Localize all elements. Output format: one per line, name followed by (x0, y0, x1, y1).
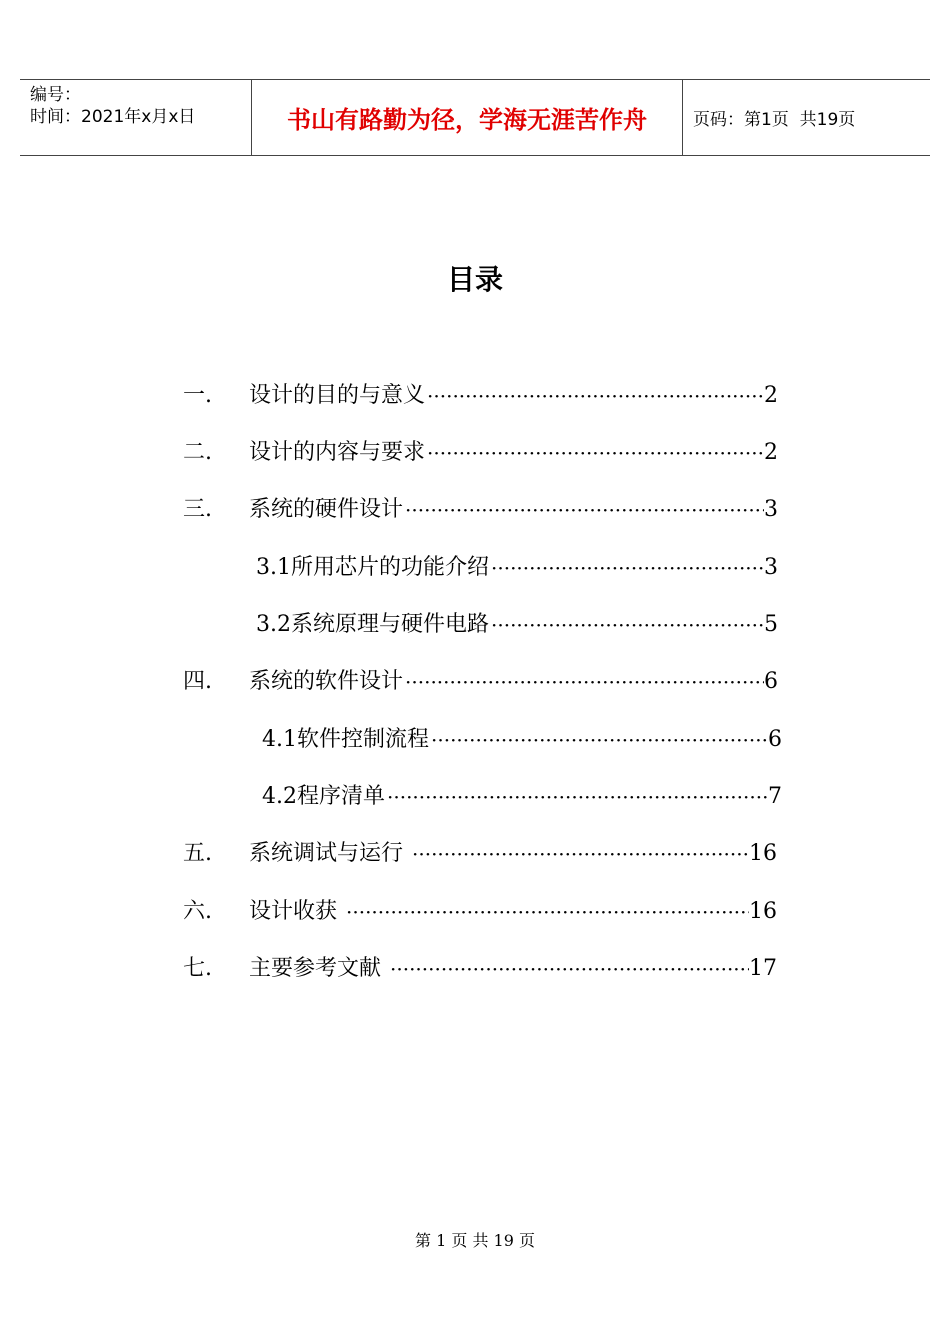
toc-page-number: 16 (749, 899, 777, 924)
toc-leader-dots (403, 666, 764, 698)
toc-page-number: 2 (764, 383, 778, 408)
motto-text: 书山有路勤为径，学海无涯苦作舟 (287, 105, 647, 134)
toc-entry[interactable] (256, 609, 778, 641)
toc-leader-dots (388, 953, 749, 985)
toc-number: 七. (183, 956, 212, 981)
toc-entry[interactable] (183, 666, 778, 698)
toc-label: 3.2系统原理与硬件电路 (256, 612, 489, 637)
toc-number: 三. (183, 497, 212, 522)
toc-label: 设计收获 (249, 899, 344, 924)
toc-number: 二. (183, 440, 212, 465)
toc-label: 设计的内容与要求 (249, 440, 426, 465)
toc-label: 设计的目的与意义 (249, 383, 426, 408)
toc-number: 五. (183, 841, 212, 866)
toc-page-number: 17 (749, 956, 777, 981)
toc-entry[interactable] (256, 552, 778, 584)
toc-entry[interactable] (183, 380, 778, 412)
toc-entry[interactable] (183, 838, 777, 870)
header-page-cell (683, 80, 930, 155)
toc-label: 3.1所用芯片的功能介绍 (256, 555, 489, 580)
toc-entry[interactable] (183, 953, 777, 985)
toc-label: 4.1软件控制流程 (262, 727, 429, 752)
toc-leader-dots (403, 494, 764, 526)
page-title: 目录 (446, 263, 503, 296)
toc-page-number: 3 (764, 497, 778, 522)
toc-entry[interactable] (262, 781, 782, 813)
page-header (20, 79, 930, 156)
toc-page-number: 5 (764, 612, 778, 637)
toc-page-number: 6 (764, 669, 778, 694)
toc-page-number: 7 (768, 784, 782, 809)
toc-leader-dots (425, 380, 764, 412)
toc-entry[interactable] (183, 494, 778, 526)
page-footer: 第 1 页 共 19 页 (415, 1231, 535, 1250)
toc-number: 四. (183, 669, 212, 694)
toc-entry[interactable] (183, 437, 778, 469)
toc-number: 六. (183, 899, 212, 924)
toc-entry[interactable] (262, 724, 782, 756)
toc-leader-dots (344, 896, 749, 928)
toc-page-number: 16 (749, 841, 777, 866)
toc-page-number: 6 (768, 727, 782, 752)
toc-leader-dots (385, 781, 768, 813)
toc-label: 系统的软件设计 (249, 669, 404, 694)
toc-entry[interactable] (183, 896, 777, 928)
toc-label: 系统的硬件设计 (249, 497, 404, 522)
toc-label: 4.2程序清单 (262, 784, 385, 809)
header-motto-cell (252, 80, 683, 155)
toc-number: 一. (183, 383, 212, 408)
toc-page-number: 2 (764, 440, 778, 465)
time-label: 时间：2021年x月x日 (30, 107, 196, 127)
toc-label: 主要参考文献 (249, 956, 388, 981)
header-meta-cell (20, 80, 252, 155)
toc-leader-dots (489, 609, 764, 641)
toc-leader-dots (410, 838, 749, 870)
toc-label: 系统调试与运行 (249, 841, 410, 866)
toc-leader-dots (429, 724, 768, 756)
page-info: 页码：第1页 共19页 (693, 110, 856, 130)
toc-leader-dots (425, 437, 764, 469)
number-label: 编号： (30, 85, 81, 105)
toc-leader-dots (489, 552, 764, 584)
toc-page-number: 3 (764, 555, 778, 580)
